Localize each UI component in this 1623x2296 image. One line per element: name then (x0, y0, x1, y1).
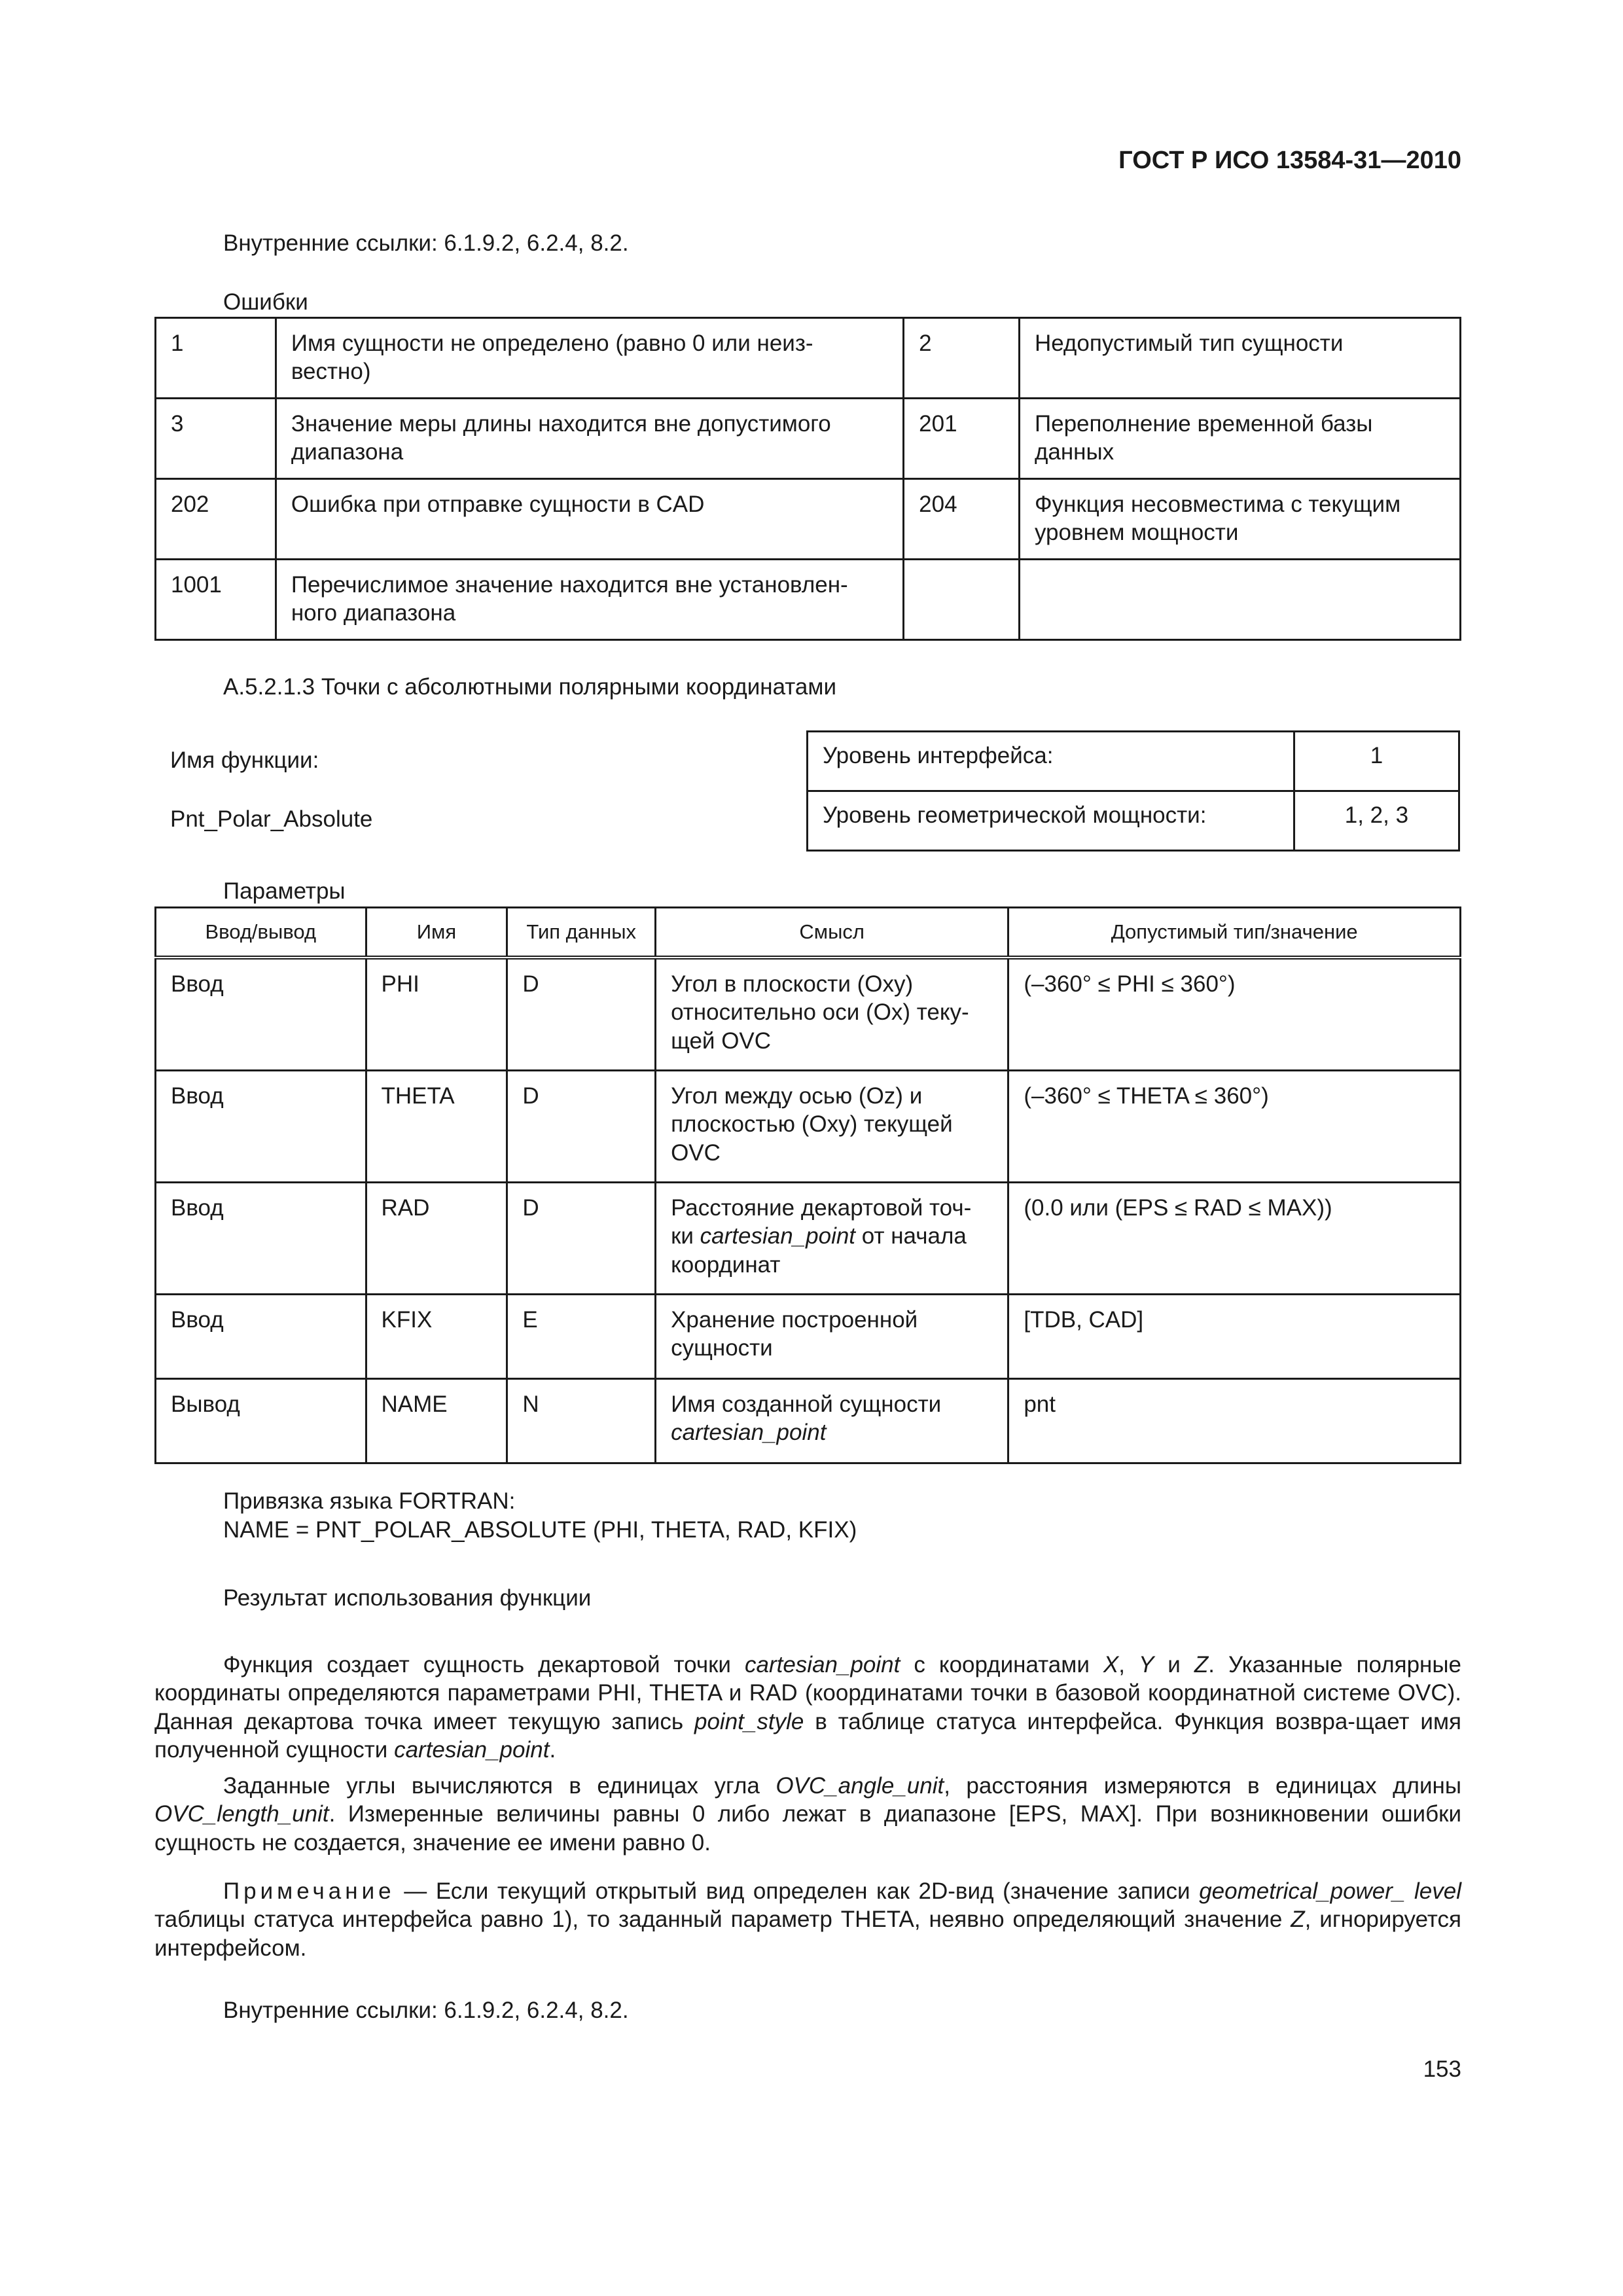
param-type: D (507, 958, 656, 1071)
function-name: Pnt_Polar_Absolute (170, 806, 373, 832)
error-text (1019, 560, 1460, 640)
error-text: Перечислимое значение находится вне установлен-ного диапазона (276, 560, 903, 640)
error-code: 204 (904, 479, 1020, 560)
result-paragraph-1: Функция создает сущность декартовой точки cartesian_point с координатами X, Y и Z. Указанные полярные координаты определяются параметрами PHI, THETA и RAD (координатами точки в базовой координатной системе OVC). Данная декартова точка имеет текущую запись point_style в таблице статуса интерфейса. Функция возвра-щает имя полученной сущности cartesian_point. (154, 1652, 1462, 1763)
result-paragraph-2: Заданные углы вычисляются в единицах угла OVC_angle_unit, расстояния измеряются в единицах длины OVC_length_unit. Измеренные величины равны 0 либо лежат в диапазоне [EPS, MAX]. При возникновении ошибки сущность не создается, значение ее имени равно 0. (154, 1773, 1461, 1856)
function-name-label: Имя функции: (170, 747, 319, 773)
error-text: Ошибка при отправке сущности в CAD (276, 479, 903, 560)
interface-level-label: Уровень интерфейса: (808, 732, 1294, 791)
table-row (156, 1071, 1461, 1183)
internal-references-bottom: Внутренние ссылки: 6.1.9.2, 6.2.4, 8.2. (223, 1998, 629, 2023)
fortran-binding-call: NAME = PNT_POLAR_ABSOLUTE (PHI, THETA, RAD, KFIX) (223, 1517, 857, 1543)
table-row (156, 1379, 1461, 1463)
fortran-binding-label: Привязка языка FORTRAN: (223, 1488, 516, 1514)
error-text: Функция несовместима с текущим уровнем мощности (1019, 479, 1460, 560)
param-allowed: [TDB, CAD] (1008, 1295, 1461, 1379)
table-row (156, 1295, 1461, 1379)
param-allowed: (–360° ≤ PHI ≤ 360°) (1008, 958, 1461, 1071)
parameters-label: Параметры (223, 878, 346, 904)
internal-references-top: Внутренние ссылки: 6.1.9.2, 6.2.4, 8.2. (223, 230, 629, 256)
error-code: 1001 (156, 560, 276, 640)
column-header: Смысл (656, 908, 1008, 958)
table-row (156, 318, 1461, 399)
table-row (156, 399, 1461, 479)
param-type: N (507, 1379, 656, 1463)
param-allowed: (0.0 или (EPS ≤ RAD ≤ MAX)) (1008, 1183, 1461, 1295)
page-number: 153 (1423, 2056, 1461, 2082)
table-row (808, 732, 1459, 791)
column-header: Тип данных (507, 908, 656, 958)
error-code: 202 (156, 479, 276, 560)
error-code: 2 (904, 318, 1020, 399)
error-code: 3 (156, 399, 276, 479)
table-header-row (156, 908, 1461, 958)
result-label: Результат использования функции (223, 1585, 592, 1611)
column-header: Ввод/вывод (156, 908, 366, 958)
parameters-table (154, 906, 1461, 1464)
param-type: D (507, 1071, 656, 1183)
param-meaning: Угол в плоскости (Oxy) относительно оси (Ox) теку-щей OVC (656, 958, 1008, 1071)
param-name: THETA (366, 1071, 507, 1183)
param-meaning: Расстояние декартовой точ-ки cartesian_point от начала координат (656, 1183, 1008, 1295)
param-io: Вывод (156, 1379, 366, 1463)
errors-label: Ошибки (223, 289, 308, 315)
error-text: Значение меры длины находится вне допустимого диапазона (276, 399, 903, 479)
interface-level-value: 1 (1294, 732, 1459, 791)
param-name: KFIX (366, 1295, 507, 1379)
param-meaning: Хранение построенной сущности (656, 1295, 1008, 1379)
note-paragraph: Примечание — Если текущий открытый вид определен как 2D-вид (значение записи geometrical_power_ level таблицы статуса интерфейса равно 1), то заданный параметр THETA, неявно определяющий значение Z, игнорируется интерфейсом. (154, 1878, 1461, 1961)
param-allowed: pnt (1008, 1379, 1461, 1463)
table-row (156, 1183, 1461, 1295)
param-meaning: Угол между осью (Oz) и плоскостью (Oxy) текущей OVC (656, 1071, 1008, 1183)
table-row (156, 479, 1461, 560)
param-io: Ввод (156, 958, 366, 1071)
param-name: RAD (366, 1183, 507, 1295)
power-level-label: Уровень геометрической мощности: (808, 791, 1294, 851)
interface-level-table (806, 730, 1460, 852)
column-header: Имя (366, 908, 507, 958)
error-text: Имя сущности не определено (равно 0 или неиз-вестно) (276, 318, 903, 399)
param-type: E (507, 1295, 656, 1379)
column-header: Допустимый тип/значение (1008, 908, 1461, 958)
error-code: 1 (156, 318, 276, 399)
param-io: Ввод (156, 1295, 366, 1379)
section-heading: A.5.2.1.3 Точки с абсолютными полярными координатами (223, 674, 837, 700)
table-row (156, 958, 1461, 1071)
error-text: Переполнение временной базы данных (1019, 399, 1460, 479)
document-header: ГОСТ Р ИСО 13584-31—2010 (1118, 147, 1461, 174)
param-io: Ввод (156, 1183, 366, 1295)
error-text: Недопустимый тип сущности (1019, 318, 1460, 399)
error-code (904, 560, 1020, 640)
param-type: D (507, 1183, 656, 1295)
errors-table (154, 317, 1461, 641)
power-level-value: 1, 2, 3 (1294, 791, 1459, 851)
param-io: Ввод (156, 1071, 366, 1183)
error-code: 201 (904, 399, 1020, 479)
param-name: PHI (366, 958, 507, 1071)
param-meaning: Имя созданной сущности cartesian_point (656, 1379, 1008, 1463)
table-row (156, 560, 1461, 640)
param-name: NAME (366, 1379, 507, 1463)
param-allowed: (–360° ≤ THETA ≤ 360°) (1008, 1071, 1461, 1183)
table-row (808, 791, 1459, 851)
